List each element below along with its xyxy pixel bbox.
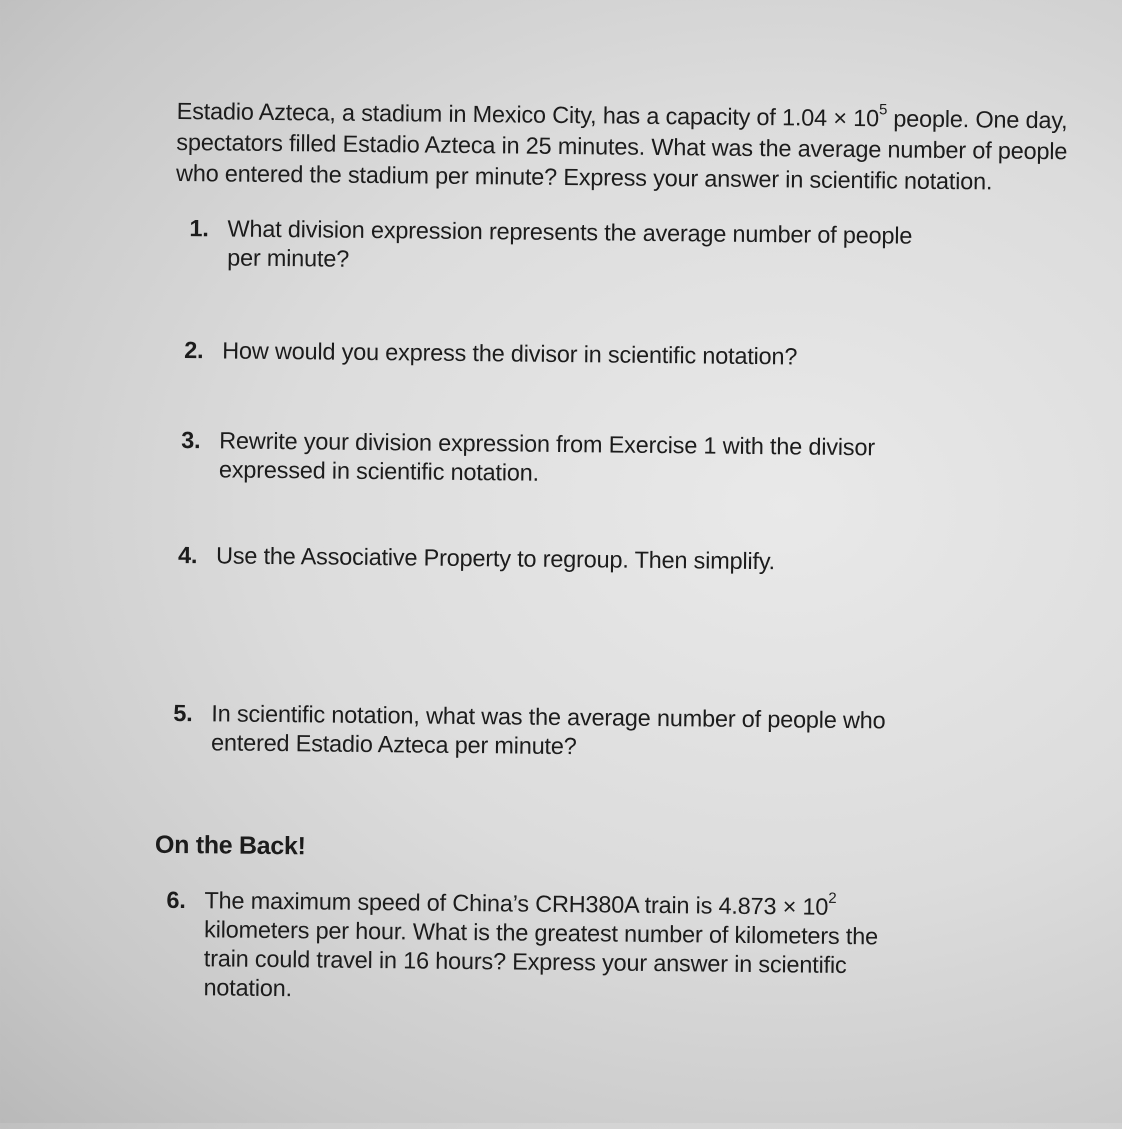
question-text: What division expression represents the average number of people per minute? <box>227 215 913 272</box>
question-5 <box>173 699 934 765</box>
question-text: How would you express the divisor in scientific notation? <box>222 337 798 370</box>
question-2 <box>184 336 944 373</box>
question-text: Rewrite your division expression from Exercise 1 with the divisor expressed in scientific notation. <box>218 427 876 486</box>
question-text: Use the Associative Property to regroup. Then simplify. <box>215 542 776 575</box>
question-number: 5. <box>173 699 193 727</box>
question-number: 6. <box>166 886 186 914</box>
problem-intro <box>176 96 1102 199</box>
question-1 <box>189 214 950 280</box>
q6-text-part2: kilometers per hour. What is the greatest number of kilometers the train could travel in 16 hours? Express your answer in scientific notation. <box>203 916 879 1002</box>
question-6 <box>165 886 926 1010</box>
question-4 <box>178 541 938 578</box>
intro-exponent: 5 <box>878 101 888 119</box>
intro-text-part2: people. One day, spectators filled Estadio Azteca in 25 minutes. What was the average number of people who entered the stadium per minute? Express your answer in scientific notation. <box>175 105 1068 195</box>
question-number: 1. <box>189 215 209 242</box>
intro-text-part1: Estadio Azteca, a stadium in Mexico City, has a capacity of 1.04 × 10 <box>176 97 880 132</box>
q6-text-part1: The maximum speed of China’s CRH380A train is 4.873 × 10 <box>204 887 829 920</box>
on-the-back-heading: On the Back! <box>154 830 306 861</box>
q6-exponent: 2 <box>828 889 837 907</box>
question-number: 3. <box>181 427 201 454</box>
question-text <box>203 886 926 1010</box>
question-3 <box>181 426 942 492</box>
question-text: In scientific notation, what was the average number of people who entered Estadio Azteca per minute? <box>210 700 886 760</box>
question-number: 4. <box>177 541 198 569</box>
question-number: 2. <box>184 337 204 364</box>
